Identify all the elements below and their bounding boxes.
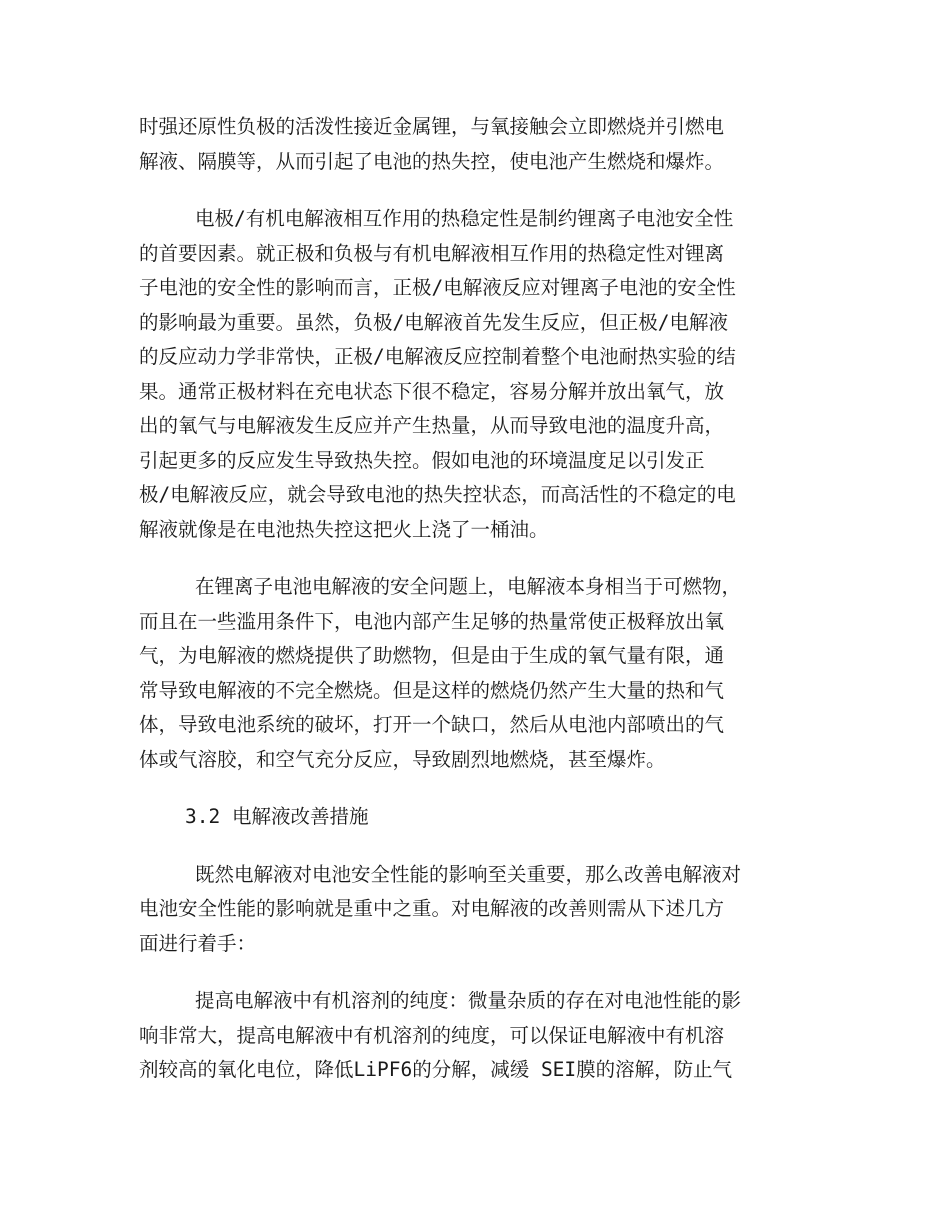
text-line: 解液、隔膜等，从而引起了电池的热失控，使电池产生燃烧和爆炸。 (139, 149, 725, 173)
paragraph-thermal-runaway-continuation (139, 110, 807, 179)
text-line: 子电池的安全性的影响而言，正极/电解液反应对锂离子电池的安全性 (139, 276, 736, 299)
text-line: 电池安全性能的影响就是重中之重。对电解液的改善则需从下述几方 (139, 897, 725, 920)
text-line: 时强还原性负极的活泼性接近金属锂，与氧接触会立即燃烧并引燃电 (139, 115, 725, 138)
text-line: 而且在一些滥用条件下，电池内部产生足够的热量常使正极释放出氧 (139, 609, 725, 633)
section-heading: 3.2 电解液改善措施 (185, 805, 369, 828)
text-line: 电极/有机电解液相互作用的热稳定性是制约锂离子电池安全性 (195, 207, 734, 230)
text-line: 的反应动力学非常快，正极/电解液反应控制着整个电池耐热实验的结 (139, 345, 736, 368)
text-line: 常导致电解液的不完全燃烧。但是这样的燃烧仍然产生大量的热和气 (139, 678, 725, 702)
paragraph-improvement-intro (139, 858, 807, 962)
text-line: 面进行着手： (139, 931, 257, 955)
text-line: 气，为电解液的燃烧提供了助燃物，但是由于生成的氧气量有限，通 (139, 644, 725, 667)
paragraph-electrolyte-safety (139, 570, 807, 777)
text-line: 果。通常正极材料在充电状态下很不稳定，容易分解并放出氧气，放 (139, 379, 725, 403)
text-line: 提高电解液中有机溶剂的纯度：微量杂质的存在对电池性能的影 (195, 989, 742, 1012)
text-line: 响非常大，提高电解液中有机溶剂的纯度，可以保证电解液中有机溶 (139, 1023, 725, 1047)
text-line: 剂较高的氧化电位，降低LiPF6的分解，减缓 SEI膜的溶解，防止气 (139, 1058, 733, 1081)
paragraph-electrode-electrolyte-stability (139, 202, 807, 547)
text-line: 体，导致电池系统的破坏，打开一个缺口，然后从电池内部喷出的气 (139, 713, 725, 736)
text-line: 极/电解液反应，就会导致电池的热失控状态，而高活性的不稳定的电 (139, 483, 736, 506)
text-line: 解液就像是在电池热失控这把火上浇了一桶油。 (139, 517, 549, 541)
text-line: 既然电解液对电池安全性能的影响至关重要，那么改善电解液对 (195, 862, 742, 886)
paragraph-solvent-purity (139, 984, 807, 1088)
text-line: 的影响最为重要。虽然，负极/电解液首先发生反应，但正极/电解液 (139, 310, 728, 334)
text-line: 引起更多的反应发生导致热失控。假如电池的环境温度足以引发正 (139, 448, 705, 472)
text-line: 出的氧气与电解液发生反应并产生热量，从而导致电池的温度升高， (139, 414, 725, 437)
text-line: 的首要因素。就正极和负极与有机电解液相互作用的热稳定性对锂离 (139, 241, 725, 265)
document-body (139, 110, 807, 1111)
text-line: 体或气溶胶，和空气充分反应，导致剧烈地燃烧，甚至爆炸。 (139, 747, 666, 771)
text-line: 在锂离子电池电解液的安全问题上，电解液本身相当于可燃物， (195, 575, 742, 598)
